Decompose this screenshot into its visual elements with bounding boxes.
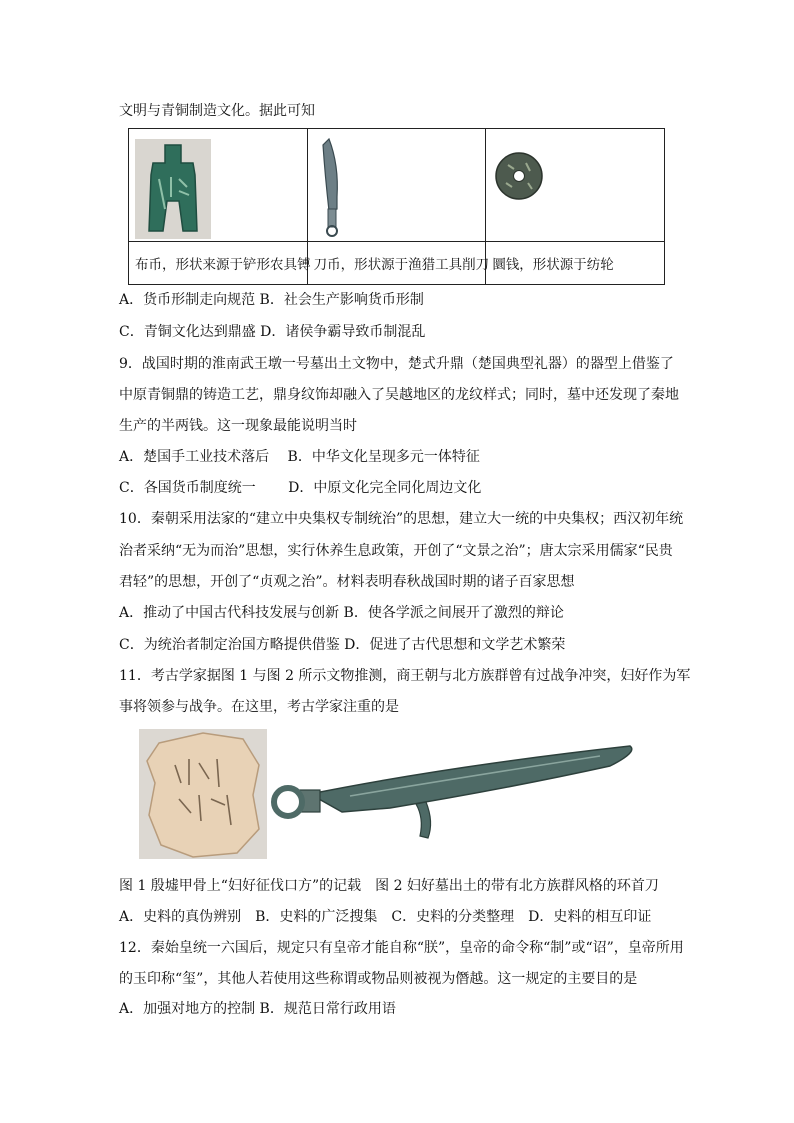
q8-option-line-1: A．货币形制走向规范 B．社会生产影响货币形制 [119, 292, 424, 308]
oracle-bone-image [139, 729, 267, 859]
ring-pommel-knife-image [270, 742, 642, 842]
q9-stem-line-2: 中原青铜鼎的铸造工艺，鼎身纹饰却融入了吴越地区的龙纹样式；同时，墓中还发现了秦地 [119, 387, 679, 403]
q12-stem-line-1: 12．秦始皇统一六国后，规定只有皇帝才能自称“朕”，皇帝的命令称“制”或“诏”，皇帝所用 [119, 940, 684, 956]
q12-option-line-1: A．加强对地方的控制 B．规范日常行政用语 [119, 1001, 396, 1017]
q9-stem-line-1: 9．战国时期的淮南武王墩一号墓出土文物中，楚式升鼎（楚国典型礼器）的器型上借鉴了 [119, 356, 674, 372]
round-coin-icon [494, 151, 544, 201]
q8-option-line-2: C．青铜文化达到鼎盛 D．诸侯争霸导致币制混乱 [119, 324, 426, 340]
spade-coin-icon [135, 139, 211, 239]
q12-stem-line-2: 的玉印称“玺”，其他人若使用这些称谓或物品则被视为僭越。这一规定的主要目的是 [119, 971, 638, 987]
q11-stem-line-1: 11．考古学家据图 1 与图 2 所示文物推测，商王朝与北方族群曾有过战争冲突，妇好作为军 [119, 668, 691, 684]
q11-figure-caption: 图 1 殷墟甲骨上“妇好征伐口方”的记载 图 2 妇好墓出土的带有北方族群风格的环首刀 [119, 878, 659, 894]
q11-option-line-1: A．史料的真伪辨别 B．史料的广泛搜集 C．史料的分类整理 D．史料的相互印证 [119, 909, 652, 925]
q10-stem-line-3: 君轻”的思想，开创了“贞观之治”。材料表明春秋战国时期的诸子百家思想 [119, 574, 575, 590]
q9-option-line-1: A．楚国手工业技术落后 B．中华文化呈现多元一体特征 [119, 449, 480, 465]
spade-coin-cell [129, 129, 308, 242]
q10-stem-line-1: 10．秦朝采用法家的“建立中央集权专制统治”的思想，建立大一统的中央集权；西汉初年统 [119, 511, 684, 527]
knife-coin-icon [315, 135, 355, 239]
round-coin-cell [486, 129, 665, 242]
coin-caption-1: 布币，形状来源于铲形农具镈 [129, 242, 308, 285]
q10-stem-line-2: 治者采纳“无为而治”思想，实行休养生息政策，开创了“文景之治”；唐太宗采用儒家“民贵 [119, 543, 673, 559]
q9-stem-line-3: 生产的半两钱。这一现象最能说明当时 [119, 418, 357, 434]
q10-option-line-2: C．为统治者制定治国方略提供借鉴 D．促进了古代思想和文学艺术繁荣 [119, 637, 566, 653]
coin-caption-2: 刀币，形状源于渔猎工具削刀 [307, 242, 486, 285]
q9-option-line-2: C．各国货币制度统一 D．中原文化完全同化周边文化 [119, 480, 482, 496]
q11-stem-line-2: 事将领参与战争。在这里，考古学家注重的是 [119, 699, 399, 715]
coin-table [128, 128, 665, 285]
coin-caption-3: 圜钱，形状源于纺轮 [486, 242, 665, 285]
intro-line: 文明与青铜制造文化。据此可知 [119, 103, 315, 119]
knife-coin-cell [307, 129, 486, 242]
q10-option-line-1: A．推动了中国古代科技发展与创新 B．使各学派之间展开了激烈的辩论 [119, 605, 564, 621]
